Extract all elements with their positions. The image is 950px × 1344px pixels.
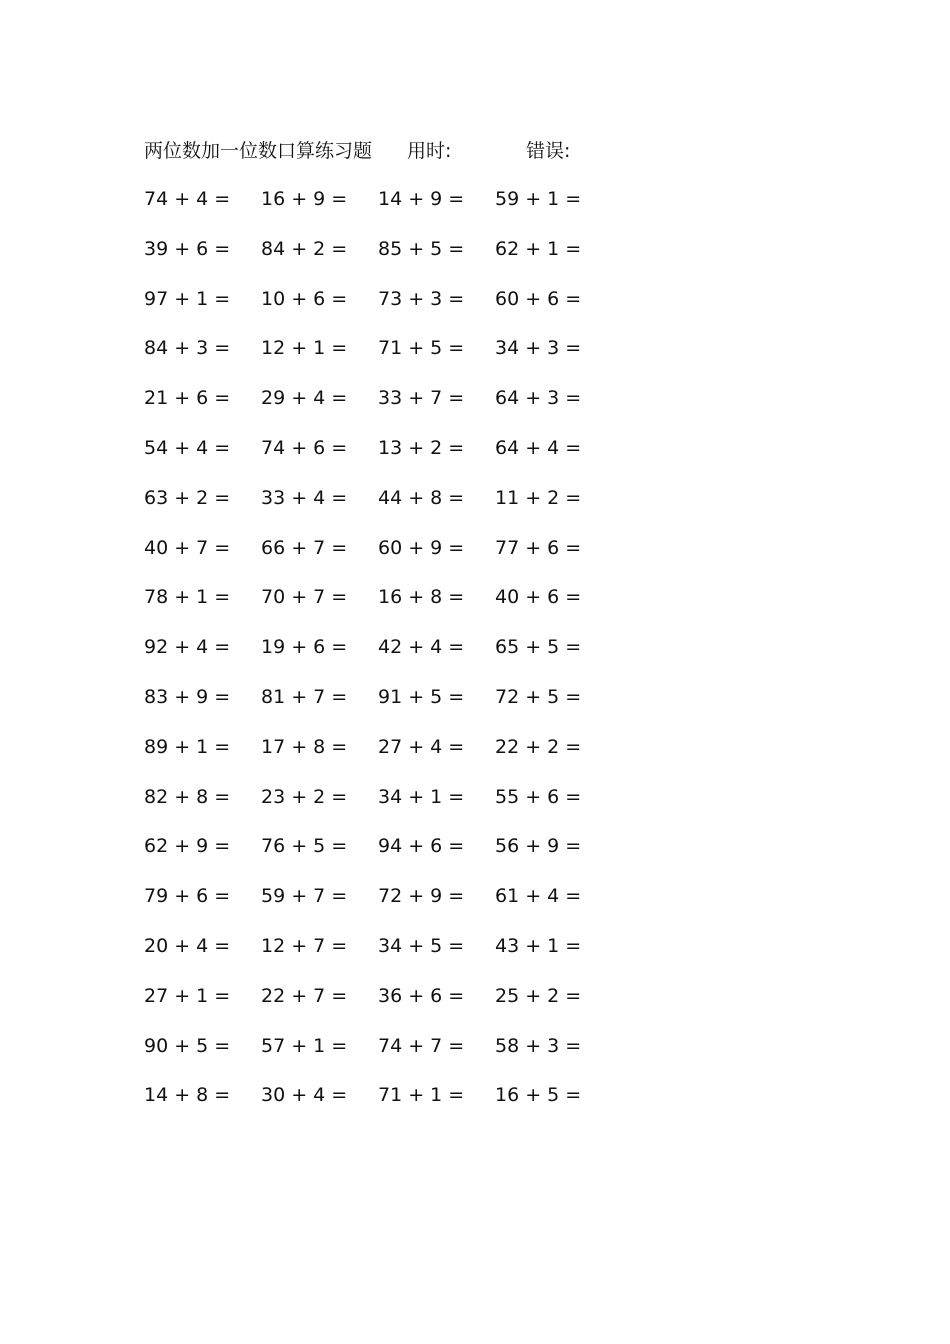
problem: 97 + 1 = bbox=[144, 287, 231, 310]
problem: 83 + 9 = bbox=[144, 685, 231, 708]
problem: 94 + 6 = bbox=[378, 835, 465, 858]
problem: 14 + 8 = bbox=[144, 1084, 231, 1107]
problem: 71 + 5 = bbox=[378, 337, 465, 360]
problem: 62 + 9 = bbox=[144, 835, 231, 858]
problem: 36 + 6 = bbox=[378, 984, 465, 1007]
problem: 20 + 4 = bbox=[144, 934, 231, 957]
problem: 55 + 6 = bbox=[495, 785, 582, 808]
problem: 29 + 4 = bbox=[261, 387, 348, 410]
problem: 57 + 1 = bbox=[261, 1034, 348, 1057]
problem: 76 + 5 = bbox=[261, 835, 348, 858]
problem: 16 + 5 = bbox=[495, 1084, 582, 1107]
problem: 16 + 9 = bbox=[261, 188, 348, 210]
problem: 12 + 1 = bbox=[261, 337, 348, 360]
problem: 84 + 3 = bbox=[144, 337, 231, 360]
problem: 77 + 6 = bbox=[495, 536, 582, 559]
problem: 56 + 9 = bbox=[495, 835, 582, 858]
worksheet-title: 两位数加一位数口算练习题 bbox=[144, 140, 373, 162]
problem: 61 + 4 = bbox=[495, 885, 582, 908]
problem-row bbox=[144, 733, 624, 783]
problem: 74 + 4 = bbox=[144, 188, 231, 210]
problem: 92 + 4 = bbox=[144, 636, 231, 659]
problem: 64 + 3 = bbox=[495, 387, 582, 410]
problem-row bbox=[144, 185, 624, 235]
time-used-label: 用时: bbox=[407, 140, 452, 162]
problem: 33 + 7 = bbox=[378, 387, 465, 410]
problem: 21 + 6 = bbox=[144, 387, 231, 410]
problem: 27 + 4 = bbox=[378, 735, 465, 758]
problem: 58 + 3 = bbox=[495, 1034, 582, 1057]
problem: 19 + 6 = bbox=[261, 636, 348, 659]
problem-row bbox=[144, 434, 624, 484]
problem-row bbox=[144, 633, 624, 683]
problem: 59 + 1 = bbox=[495, 188, 582, 210]
problem: 43 + 1 = bbox=[495, 934, 582, 957]
problem-row bbox=[144, 235, 624, 285]
problem: 63 + 2 = bbox=[144, 486, 231, 509]
problem: 33 + 4 = bbox=[261, 486, 348, 509]
problem: 17 + 8 = bbox=[261, 735, 348, 758]
problem: 91 + 5 = bbox=[378, 685, 465, 708]
problem-row bbox=[144, 534, 624, 584]
problem: 14 + 9 = bbox=[378, 188, 465, 210]
problem: 30 + 4 = bbox=[261, 1084, 348, 1107]
problem: 25 + 2 = bbox=[495, 984, 582, 1007]
problem: 34 + 1 = bbox=[378, 785, 465, 808]
problem-row bbox=[144, 882, 624, 932]
problem: 72 + 9 = bbox=[378, 885, 465, 908]
problem-row bbox=[144, 583, 624, 633]
problem: 60 + 9 = bbox=[378, 536, 465, 559]
problem-row bbox=[144, 285, 624, 335]
problem-row bbox=[144, 932, 624, 982]
problem-row bbox=[144, 1081, 624, 1131]
problem-grid bbox=[144, 185, 624, 1131]
problem: 74 + 6 = bbox=[261, 436, 348, 459]
problem: 82 + 8 = bbox=[144, 785, 231, 808]
problem: 22 + 7 = bbox=[261, 984, 348, 1007]
problem-row bbox=[144, 1032, 624, 1082]
problem: 40 + 6 = bbox=[495, 586, 582, 609]
problem-row bbox=[144, 832, 624, 882]
problem: 79 + 6 = bbox=[144, 885, 231, 908]
problem: 23 + 2 = bbox=[261, 785, 348, 808]
problem: 81 + 7 = bbox=[261, 685, 348, 708]
problem: 39 + 6 = bbox=[144, 237, 231, 260]
problem: 10 + 6 = bbox=[261, 287, 348, 310]
problem: 22 + 2 = bbox=[495, 735, 582, 758]
problem-row bbox=[144, 334, 624, 384]
problem: 89 + 1 = bbox=[144, 735, 231, 758]
problem: 64 + 4 = bbox=[495, 436, 582, 459]
problem: 74 + 7 = bbox=[378, 1034, 465, 1057]
problem: 65 + 5 = bbox=[495, 636, 582, 659]
problem: 16 + 8 = bbox=[378, 586, 465, 609]
problem-row bbox=[144, 982, 624, 1032]
errors-label: 错误: bbox=[526, 140, 571, 162]
problem: 66 + 7 = bbox=[261, 536, 348, 559]
problem: 42 + 4 = bbox=[378, 636, 465, 659]
problem: 59 + 7 = bbox=[261, 885, 348, 908]
problem: 13 + 2 = bbox=[378, 436, 465, 459]
problem: 40 + 7 = bbox=[144, 536, 231, 559]
problem-row bbox=[144, 783, 624, 833]
problem: 90 + 5 = bbox=[144, 1034, 231, 1057]
problem: 78 + 1 = bbox=[144, 586, 231, 609]
problem: 71 + 1 = bbox=[378, 1084, 465, 1107]
problem-row bbox=[144, 683, 624, 733]
problem: 62 + 1 = bbox=[495, 237, 582, 260]
problem-row bbox=[144, 484, 624, 534]
problem: 60 + 6 = bbox=[495, 287, 582, 310]
problem: 34 + 5 = bbox=[378, 934, 465, 957]
problem: 85 + 5 = bbox=[378, 237, 465, 260]
problem: 34 + 3 = bbox=[495, 337, 582, 360]
problem: 54 + 4 = bbox=[144, 436, 231, 459]
problem: 72 + 5 = bbox=[495, 685, 582, 708]
problem: 12 + 7 = bbox=[261, 934, 348, 957]
problem: 84 + 2 = bbox=[261, 237, 348, 260]
problem: 70 + 7 = bbox=[261, 586, 348, 609]
problem: 73 + 3 = bbox=[378, 287, 465, 310]
problem-row bbox=[144, 384, 624, 434]
problem: 11 + 2 = bbox=[495, 486, 582, 509]
problem: 44 + 8 = bbox=[378, 486, 465, 509]
problem: 27 + 1 = bbox=[144, 984, 231, 1007]
